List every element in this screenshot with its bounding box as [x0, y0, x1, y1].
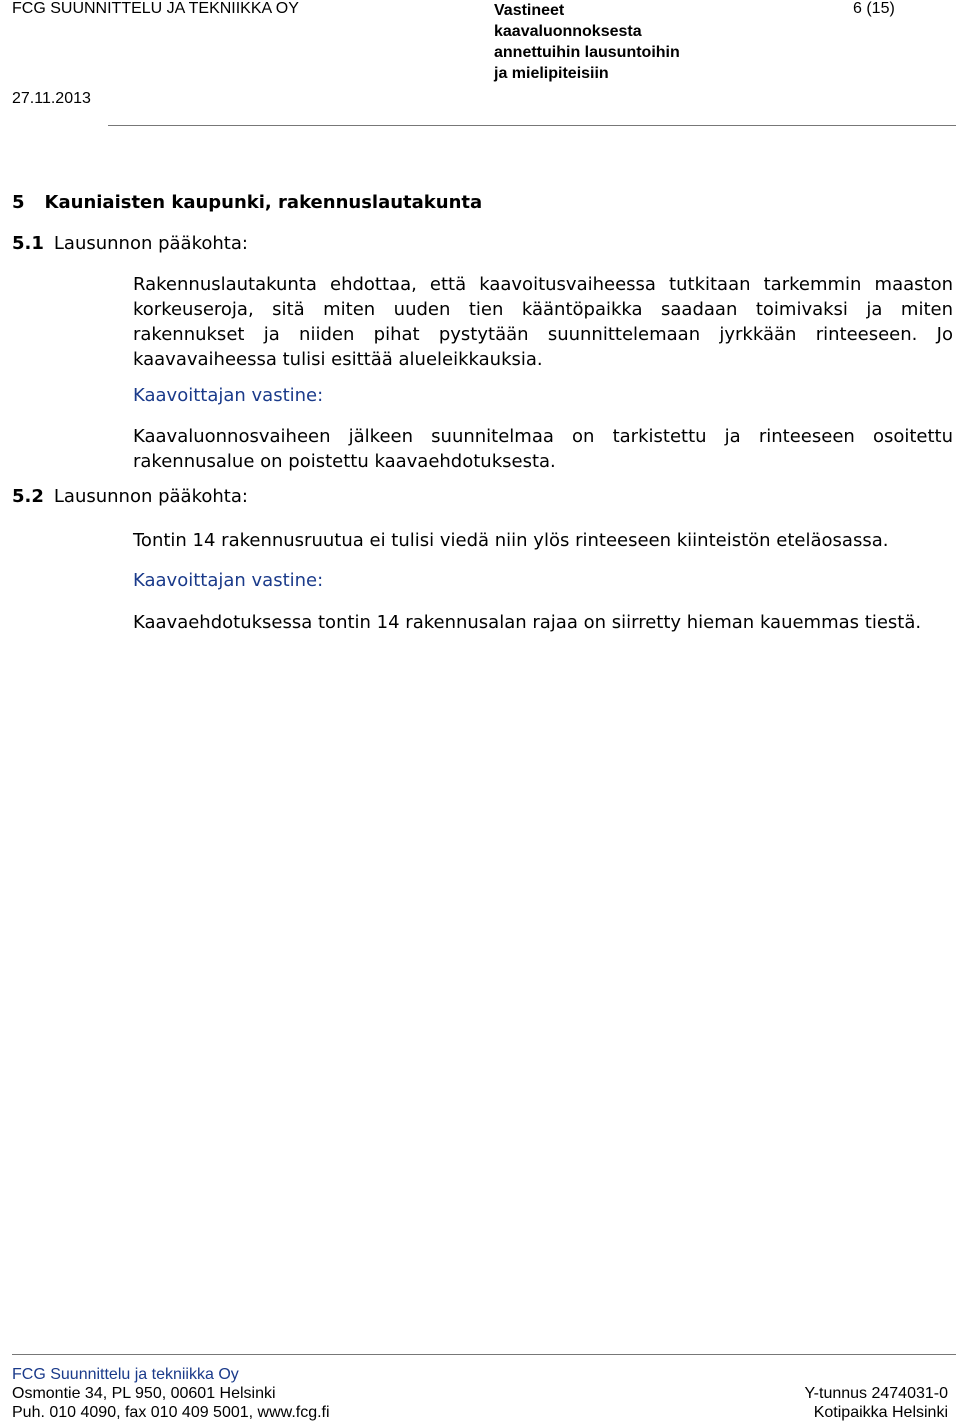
header-title-line: Vastineet [494, 2, 565, 19]
item-heading-text: Lausunnon pääkohta: [53, 486, 248, 507]
response-label: Kaavoittajan vastine: [133, 570, 324, 591]
footer-domicile: Kotipaikka Helsinki [813, 1404, 948, 1421]
footer-contact: Puh. 010 4090, fax 010 409 5001, www.fcg.fi [12, 1404, 330, 1421]
header-divider [108, 125, 956, 126]
item-number: 5.2 [12, 486, 44, 507]
header-title-line: ja mielipiteisiin [494, 65, 609, 82]
page-number: 6 (15) [853, 0, 895, 17]
footer-company: FCG Suunnittelu ja tekniikka Oy [12, 1366, 239, 1383]
response-label: Kaavoittajan vastine: [133, 385, 324, 406]
statement-text: Rakennuslautakunta ehdottaa, että kaavoitusvaiheessa tutkitaan tarkemmin maaston korkeuseroja, sitä miten uuden tien kääntöpaikka saadaan toimivaksi ja miten rakennukset ja niiden pihat pystytään suunnittelemaan jyrkkään rinteeseen. Jo kaavavaiheessa tulisi esittää alueleikkauksia. [133, 274, 953, 370]
section-number: 5 [12, 192, 25, 213]
statement-text: Tontin 14 rakennusruutua ei tulisi viedä niin ylös rinteeseen kiinteistön eteläosassa. [133, 530, 889, 551]
footer-divider [12, 1354, 956, 1355]
item-heading [12, 486, 248, 507]
header-title-line: kaavaluonnoksesta [494, 23, 642, 40]
header-title-line: annettuihin lausuntoihin [494, 44, 680, 61]
item-heading-text: Lausunnon pääkohta: [53, 233, 248, 254]
item-heading [12, 233, 248, 254]
document-date: 27.11.2013 [12, 90, 91, 107]
header-document-title [494, 0, 680, 84]
section-title: Kauniaisten kaupunki, rakennuslautakunta [44, 192, 483, 213]
footer-address: Osmontie 34, PL 950, 00601 Helsinki [12, 1385, 276, 1402]
footer-business-id: Y-tunnus 2474031-0 [804, 1385, 948, 1402]
header-company: FCG SUUNNITTELU JA TEKNIIKKA OY [12, 0, 299, 17]
section-heading [12, 192, 482, 213]
response-text: Kaavaehdotuksessa tontin 14 rakennusalan rajaa on siirretty hieman kauemmas tiestä. [133, 612, 922, 633]
item-number: 5.1 [12, 233, 44, 254]
response-text: Kaavaluonnosvaiheen jälkeen suunnitelmaa on tarkistettu ja rinteeseen osoitettu rakennusalue on poistettu kaavaehdotuksesta. [133, 426, 953, 472]
